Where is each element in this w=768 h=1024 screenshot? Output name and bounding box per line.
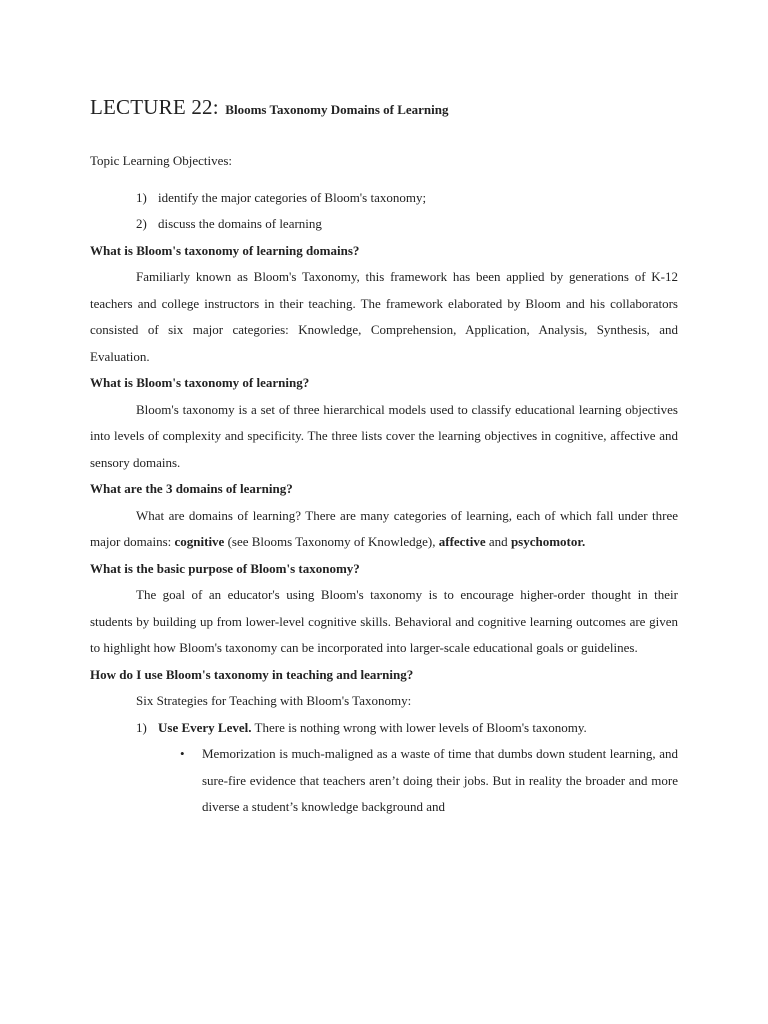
- objective-number: 1): [136, 189, 147, 205]
- term-affective: affective: [438, 534, 486, 549]
- section-heading-three-domains: What are the 3 domains of learning?: [90, 481, 293, 496]
- strategy-text: There is nothing wrong with lower levels of Bloom's taxonomy.: [251, 719, 587, 735]
- objective-text: discuss the domains of learning: [158, 216, 322, 231]
- document-page: [90, 92, 678, 821]
- section-heading-basic-purpose: What is the basic purpose of Bloom's taxonomy?: [90, 560, 360, 576]
- objectives-label: Topic Learning Objectives:: [90, 153, 233, 168]
- objective-item: [90, 211, 678, 238]
- strategy-item: [90, 715, 678, 742]
- term-psychomotor: psychomotor.: [510, 534, 586, 549]
- section-body-taxonomy-of-learning: Bloom's taxonomy is a set of three hierarchical models used to classify educational learning objectives into levels of complexity and specificity. The three lists cover the learning objectives in cognitive, affective and sensory domains.: [90, 401, 678, 470]
- bullet-item: [90, 741, 678, 821]
- lecture-title: [90, 92, 678, 124]
- section-heading-taxonomy-of-learning: What is Bloom's taxonomy of learning?: [90, 375, 310, 390]
- objectives-list: [90, 185, 678, 238]
- strategy-number: 1): [136, 719, 147, 735]
- objective-text: identify the major categories of Bloom's taxonomy;: [158, 189, 427, 205]
- term-cognitive: cognitive: [174, 534, 225, 549]
- objective-item: [90, 185, 678, 212]
- lecture-number: LECTURE 22:: [90, 95, 219, 119]
- strategies-intro: Six Strategies for Teaching with Bloom's Taxonomy:: [136, 693, 412, 708]
- body-text: and: [485, 534, 511, 549]
- lecture-subtitle: Blooms Taxonomy Domains of Learning: [225, 102, 449, 117]
- section-body-learning-domains: Familiarly known as Bloom's Taxonomy, this framework has been applied by generations of K-12 teachers and college instructors in their teaching. The framework elaborated by Bloom and his collaborators consisted of six major categories: Knowledge, Comprehension, Application, Analysis, Synthesis, and Evaluation.: [90, 269, 678, 364]
- section-body-three-domains: [90, 503, 678, 556]
- bullet-text: Memorization is much-maligned as a waste of time that dumbs down student learning, and sure-fire evidence that teachers aren’t doing their jobs. But in reality the broader and more diverse a student’s knowledge background and: [202, 746, 678, 814]
- section-heading-teaching-use: How do I use Bloom's taxonomy in teaching and learning?: [90, 666, 414, 682]
- bullet-icon: •: [180, 746, 185, 761]
- body-text: What are domains of learning? There are many categories of learning, each of which fall under three major domains:: [90, 507, 678, 549]
- strategy-title: Use Every Level.: [158, 719, 252, 735]
- objective-number: 2): [136, 216, 147, 231]
- section-heading-learning-domains: What is Bloom's taxonomy of learning domains?: [90, 242, 360, 258]
- body-text: (see Blooms Taxonomy of Knowledge),: [224, 534, 439, 549]
- section-body-basic-purpose: The goal of an educator's using Bloom's taxonomy is to encourage higher-order thought in their students by building up from lower-level cognitive skills. Behavioral and cognitive learning outcomes are given to highlight how Bloom's taxonomy can be incorporated into larger-scale educational goals or guidelines.: [90, 587, 678, 655]
